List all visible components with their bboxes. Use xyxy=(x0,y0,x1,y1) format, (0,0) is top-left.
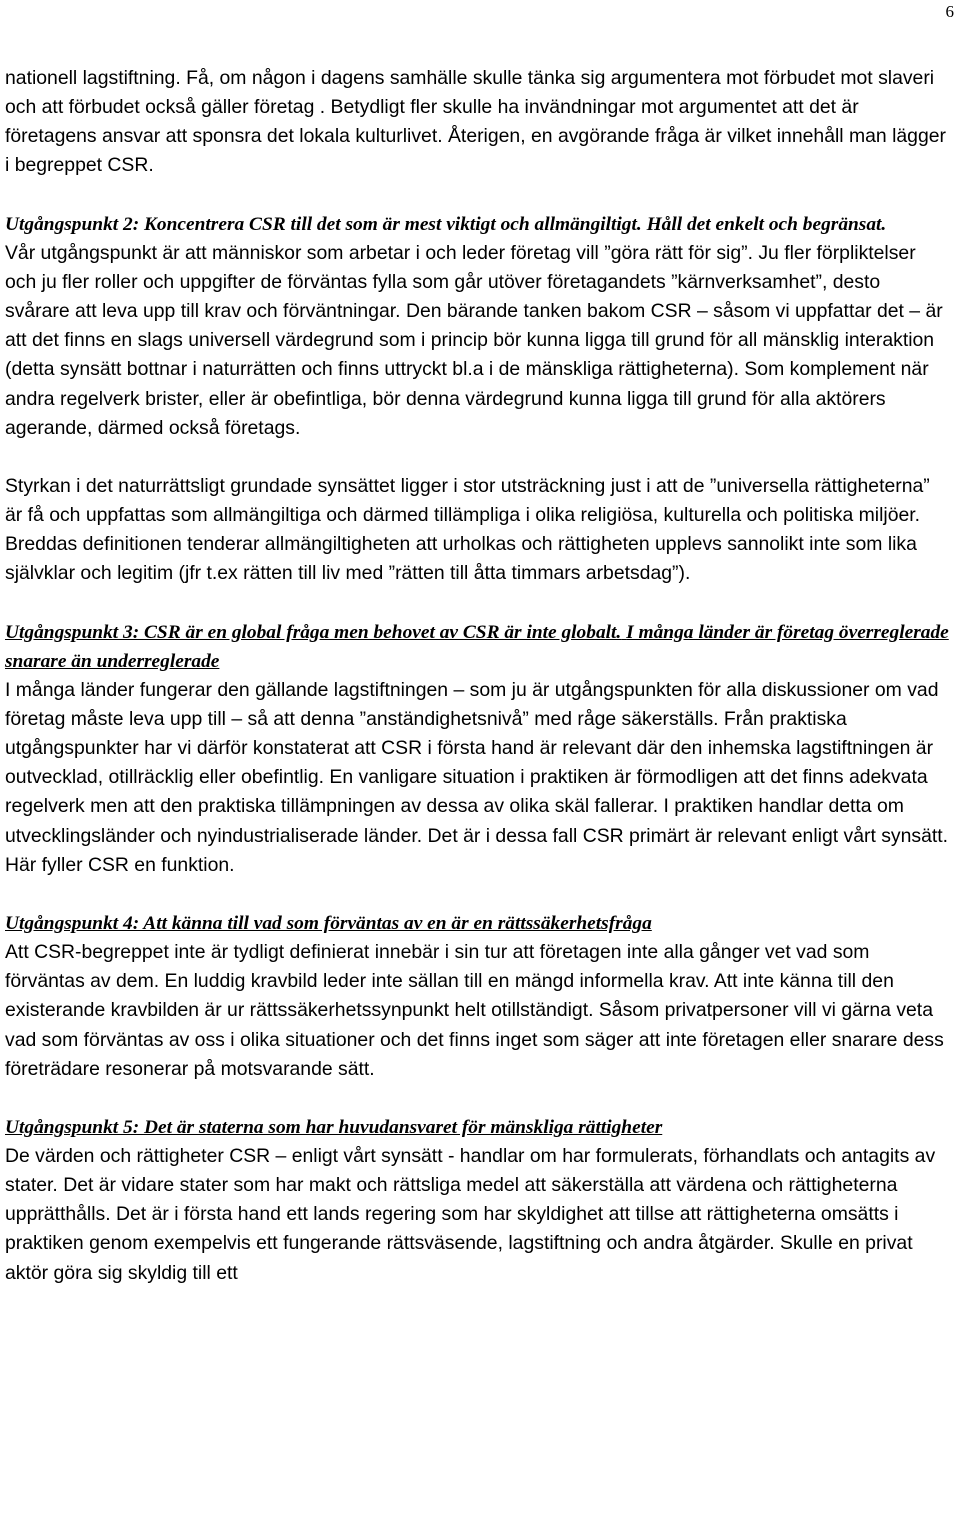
intro-paragraph: nationell lagstiftning. Få, om någon i dagens samhälle skulle tänka sig argumentera mot förbudet mot slaveri och att förbudet också gäller företag . Betydligt fler skulle ha invändningar mot argumentet att det är företagens ansvar att sponsra det lokala kulturlivet. Återigen, en avgörande fråga är vilket innehåll man lägger i begreppet CSR. xyxy=(5,67,946,177)
section-5-heading: Utgångspunkt 5: Det är staterna som har huvudansvaret för mänskliga rättigheter xyxy=(5,1116,663,1138)
section-3-heading xyxy=(5,618,949,676)
section-2-body: Vår utgångspunkt är att människor som arbetar i och leder företag vill ”göra rätt för sig”. Ju fler förpliktelser och ju fler roller och uppgifter de förväntas fylla som går utöver företagandets ”kärnverksamhet”, desto svårare att leva upp till krav och förväntningar. Den bärande tanken bakom CSR – såsom vi uppfattar det – är att det finns en slags universell värdegrund som i princip bör kunna ligga till grund för all mänsklig interaktion (detta synsätt bottnar i naturrätten och finns uttryckt bl.a i de mänskliga rättigheterna). Som komplement när andra regelverk brister, eller är obefintliga, bör denna värdegrund kunna ligga till grund för alla aktörers agerande, därmed också företags. xyxy=(5,241,943,439)
document-body xyxy=(5,64,949,1317)
section-2-body-continued: Styrkan i det naturrättsligt grundade synsättet ligger i stor utsträckning just i att de ”universella rättigheterna” är få och uppfattas som allmängiltiga och därmed tillämpliga i olika religiösa, kulturella och politiska miljöer. Breddas definitionen tenderar allmängiltigheten att urholkas och rättigheten upplevs sannolikt inte som lika självklar och legitim (jfr t.ex rätten till liv med ”rätten till åtta timmars arbetsdag”). xyxy=(5,474,930,585)
section-2 xyxy=(5,210,949,589)
section-3-heading-part1: Utgångspunkt 3: CSR är en global fråga men behovet av CSR är inte globalt. xyxy=(5,621,622,643)
page-number: 6 xyxy=(945,2,954,21)
section-3-heading-part2: I många länder är företag överreglerade snarare än underreglerade xyxy=(5,621,949,672)
section-5 xyxy=(5,1113,949,1288)
section-5-body: De värden och rättigheter CSR – enligt vårt synsätt - handlar om har formulerats, förhandlats och antagits av stater. Det är vidare stater som har makt och rättsliga medel att säkerställa att värdena och rättigheterna upprätthålls. Det är i första hand ett lands regering som har skyldighet att tillse att rättigheterna omsätts i praktiken genom exempelvis ett fungerande rättsväsende, lagstiftning och andra åtgärder. Skulle en privat aktör göra sig skyldig till ett xyxy=(5,1145,936,1284)
section-3 xyxy=(5,618,949,880)
section-4-body: Att CSR-begreppet inte är tydligt definierat innebär i sin tur att företagen inte alla gånger vet vad som förväntas av dem. En luddig kravbild leder inte sällan till en mängd informella krav. Att inte känna till den existerande kravbilden är ur rättssäkerhetssynpunkt helt otillständigt. Såsom privatpersoner vill vi gärna veta vad som förväntas av oss i olika situationer och det finns inget som säger att inte företagen eller snarare dess företrädare resonerar på motsvarande sätt. xyxy=(5,941,944,1080)
section-4 xyxy=(5,909,949,1084)
section-4-heading: Utgångspunkt 4: Att känna till vad som förväntas av en är en rättssäkerhetsfråga xyxy=(5,912,652,934)
section-3-body: I många länder fungerar den gällande lagstiftningen – som ju är utgångspunkten för alla diskussioner om vad företag måste leva upp till – så att denna ”anständighetsnivå” med råge säkerställs. Från praktiska utgångspunkter har vi därför konstaterat att CSR i första hand är relevant där den inhemska lagstiftningen är outvecklad, otillräcklig eller obefintlig. En vanligare situation i praktiken är förmodligen att det finns adekvata regelverk men att den praktiska tillämpningen av dessa av olika skäl fallerar. I praktiken handlar detta om utvecklingsländer och nyindustrialiserade länder. Det är i dessa fall CSR primärt är relevant enligt vårt synsätt. Här fyller CSR en funktion. xyxy=(5,678,949,876)
section-2-heading: Utgångspunkt 2: Koncentrera CSR till det som är mest viktigt och allmängiltigt. Håll det enkelt och begränsat. xyxy=(5,213,887,235)
